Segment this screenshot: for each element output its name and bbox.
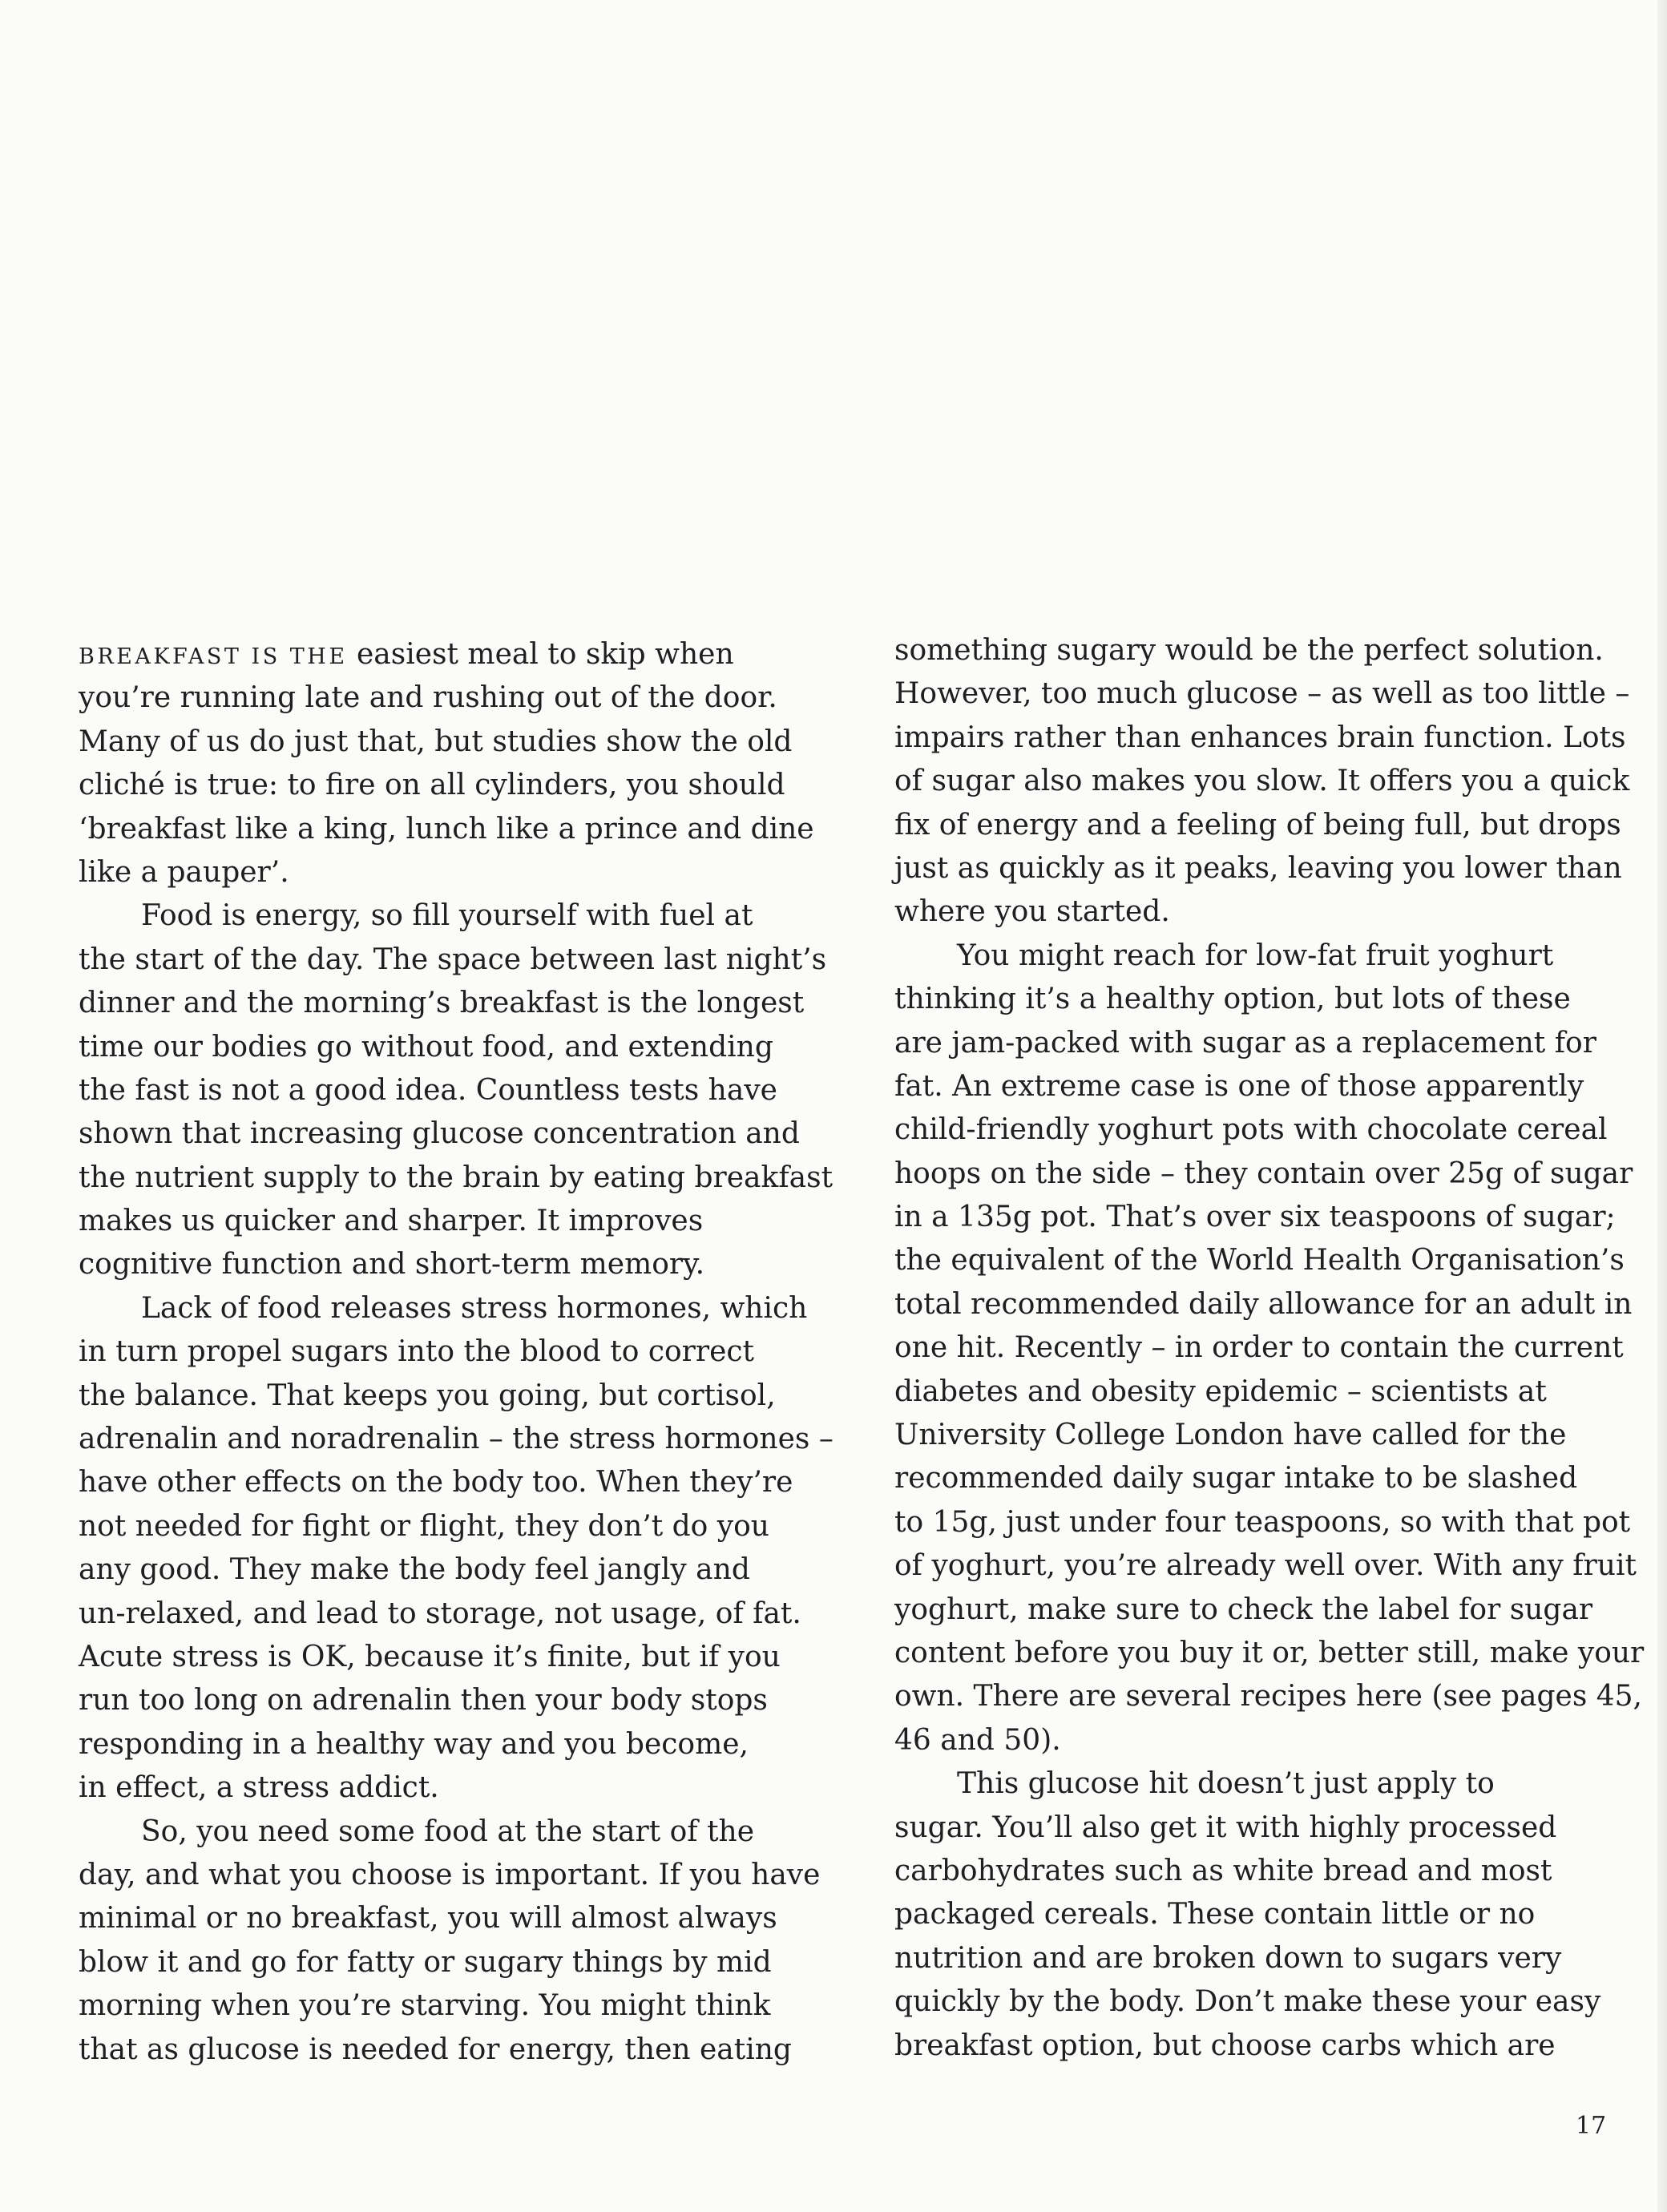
text-line: run too long on adrenalin then your body stops <box>79 1684 768 1718</box>
text-line: 46 and 50). <box>894 1723 1061 1757</box>
paragraph-start-line: This glucose hit doesn’t just apply to <box>957 1767 1495 1801</box>
text-line: total recommended daily allowance for an adult in <box>894 1287 1633 1321</box>
text-line: cliché is true: to fire on all cylinders, you should <box>79 769 785 802</box>
text-line: any good. They make the body feel jangly and <box>79 1553 750 1587</box>
first-line-text: easiest meal to skip when <box>347 638 734 671</box>
text-line: just as quickly as it peaks, leaving you lower than <box>894 851 1622 885</box>
text-line: cognitive function and short-term memory. <box>79 1248 705 1282</box>
text-line: like a pauper’. <box>79 855 289 889</box>
page-edge <box>1657 0 1667 2212</box>
text-line: Many of us do just that, but studies show the old <box>79 725 793 758</box>
text-line: in turn propel sugars into the blood to correct <box>79 1335 755 1369</box>
text-line: impairs rather than enhances brain function. Lots <box>894 721 1626 754</box>
text-line: Acute stress is OK, because it’s finite, but if you <box>79 1640 781 1673</box>
text-line: own. There are several recipes here (see pages 45, <box>894 1680 1642 1713</box>
text-line: blow it and go for fatty or sugary things by mid <box>79 1945 772 1979</box>
text-line: the nutrient supply to the brain by eating breakfast <box>79 1160 834 1194</box>
text-line: diabetes and obesity epidemic – scientists at <box>894 1374 1547 1408</box>
text-line: dinner and the morning’s breakfast is the longest <box>79 987 805 1020</box>
text-line <box>79 633 800 676</box>
paragraph-start-line: So, you need some food at the start of the <box>141 1814 755 1848</box>
text-line: child-friendly yoghurt pots with chocolate cereal <box>894 1113 1608 1147</box>
right-column <box>894 629 1645 2068</box>
paragraph-start-line: Food is energy, so fill yourself with fuel at <box>141 899 753 933</box>
text-line: time our bodies go without food, and extending <box>79 1030 773 1064</box>
text-line: the fast is not a good idea. Countless tests have <box>79 1073 777 1107</box>
text-line: in a 135g pot. That’s over six teaspoons of sugar; <box>894 1201 1616 1234</box>
paragraph-start-line: You might reach for low-fat fruit yoghurt <box>957 938 1554 972</box>
text-line: hoops on the side – they contain over 25g of sugar <box>894 1156 1633 1190</box>
text-line: yoghurt, make sure to check the label for sugar <box>894 1592 1593 1626</box>
text-line: where you started. <box>894 895 1170 929</box>
text-line: the balance. That keeps you going, but cortisol, <box>79 1378 776 1412</box>
text-line: recommended daily sugar intake to be slashed <box>894 1462 1578 1496</box>
text-line: minimal or no breakfast, you will almost always <box>79 1902 777 1936</box>
text-line: of yoghurt, you’re already well over. With any fruit <box>894 1549 1637 1583</box>
text-line: quickly by the body. Don’t make these your easy <box>894 1985 1601 2019</box>
text-line: un-relaxed, and lead to storage, not usage, of fat. <box>79 1596 801 1630</box>
text-line: one hit. Recently – in order to contain the current <box>894 1331 1624 1365</box>
text-line: nutrition and are broken down to sugars very <box>894 1941 1562 1975</box>
text-line: not needed for fight or flight, they don’t do you <box>79 1509 769 1543</box>
text-line: sugar. You’ll also get it with highly processed <box>894 1810 1557 1844</box>
page-number: 17 <box>1576 2112 1607 2140</box>
paragraph-start-line: Lack of food releases stress hormones, which <box>141 1291 808 1325</box>
text-line: University College London have called for the <box>894 1419 1567 1452</box>
text-line: fix of energy and a feeling of being full, but drops <box>894 808 1621 842</box>
text-line: thinking it’s a healthy option, but lots of these <box>894 983 1571 1016</box>
text-line: adrenalin and noradrenalin – the stress hormones – <box>79 1423 834 1456</box>
text-line: to 15g, just under four teaspoons, so with that pot <box>894 1505 1631 1539</box>
text-line: responding in a healthy way and you become, <box>79 1727 749 1761</box>
text-line: are jam-packed with sugar as a replacement for <box>894 1026 1596 1060</box>
text-line: have other effects on the body too. When they’re <box>79 1466 793 1500</box>
text-line: shown that increasing glucose concentration and <box>79 1117 800 1151</box>
text-line: that as glucose is needed for energy, then eating <box>79 2032 792 2066</box>
text-line: of sugar also makes you slow. It offers you a quick <box>894 765 1630 798</box>
text-line: you’re running late and rushing out of the door. <box>79 681 777 715</box>
text-line: morning when you’re starving. You might think <box>79 1989 771 2023</box>
text-line: content before you buy it or, better still, make your <box>894 1636 1645 1669</box>
text-line: makes us quicker and sharper. It improves <box>79 1205 704 1238</box>
text-line: breakfast option, but choose carbs which are <box>894 2028 1556 2062</box>
text-line: in effect, a stress addict. <box>79 1771 439 1805</box>
text-line: day, and what you choose is important. If you have <box>79 1858 821 1891</box>
text-line: the start of the day. The space between last night’s <box>79 943 827 976</box>
text-line: ‘breakfast like a king, lunch like a prince and dine <box>79 812 814 846</box>
lead-in-small-caps: BREAKFAST IS THE <box>79 644 348 669</box>
left-column <box>79 633 834 2072</box>
text-line: packaged cereals. These contain little or no <box>894 1898 1536 1931</box>
text-line: carbohydrates such as white bread and most <box>894 1854 1552 1887</box>
text-line: the equivalent of the World Health Organisation’s <box>894 1244 1625 1278</box>
text-line: something sugary would be the perfect solution. <box>894 634 1604 667</box>
text-line: fat. An extreme case is one of those apparently <box>894 1069 1584 1103</box>
text-line: However, too much glucose – as well as too little – <box>894 677 1630 711</box>
